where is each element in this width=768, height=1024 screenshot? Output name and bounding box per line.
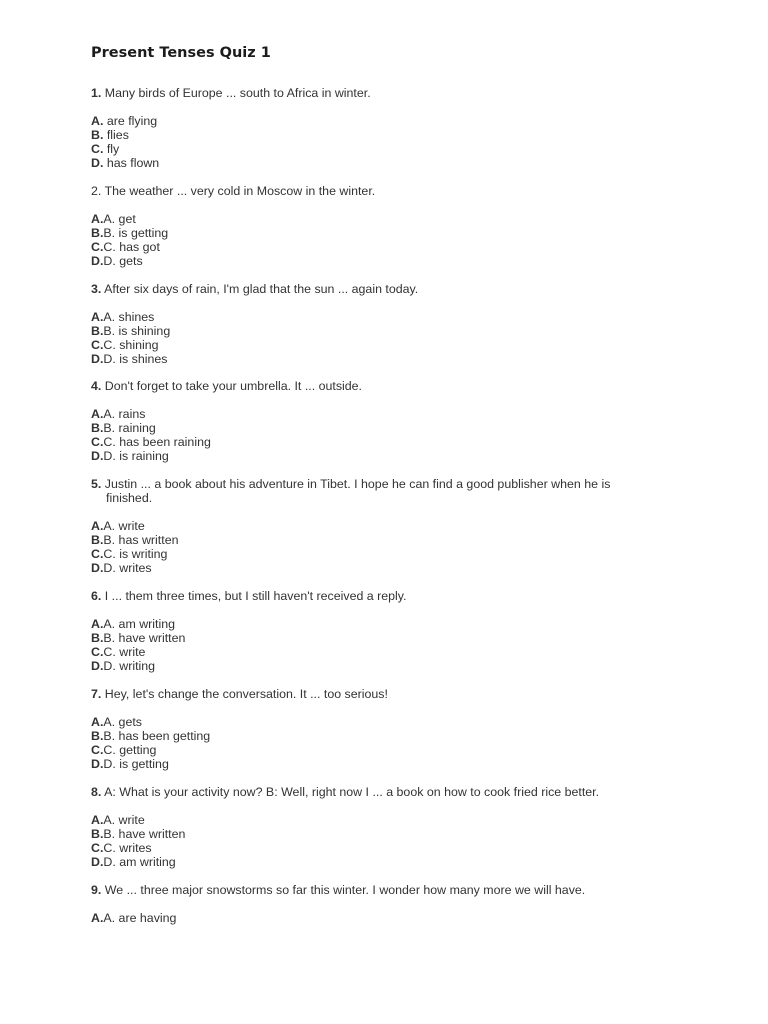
option-letter: C. bbox=[91, 142, 104, 156]
question-3 bbox=[91, 282, 651, 366]
option-letter: A. bbox=[91, 407, 104, 421]
answer-option[interactable] bbox=[91, 645, 651, 659]
answer-option[interactable] bbox=[91, 813, 651, 827]
option-letter: D. bbox=[91, 254, 104, 268]
option-text: B. is shining bbox=[103, 324, 171, 338]
option-letter: A. bbox=[91, 310, 104, 324]
question-number: 2. bbox=[91, 184, 102, 198]
answer-option[interactable] bbox=[91, 240, 651, 254]
answer-option[interactable] bbox=[91, 212, 651, 226]
option-letter: D. bbox=[91, 156, 104, 170]
question-4 bbox=[91, 379, 651, 463]
question-text bbox=[91, 785, 651, 799]
option-text: A. get bbox=[103, 212, 136, 226]
option-text: C. writes bbox=[103, 841, 152, 855]
option-text: D. am writing bbox=[103, 855, 176, 869]
option-letter: B. bbox=[91, 631, 104, 645]
answer-option[interactable] bbox=[91, 659, 651, 673]
option-text: C. is writing bbox=[103, 547, 168, 561]
question-5 bbox=[91, 477, 651, 575]
answer-option[interactable] bbox=[91, 715, 651, 729]
option-text: D. gets bbox=[103, 254, 143, 268]
option-text: B. have written bbox=[103, 827, 186, 841]
question-body: I ... them three times, but I still haven't received a reply. bbox=[104, 589, 407, 603]
option-letter: B. bbox=[91, 128, 104, 142]
option-letter: D. bbox=[91, 855, 104, 869]
option-letter: C. bbox=[91, 240, 104, 254]
option-text: B. have written bbox=[103, 631, 186, 645]
option-letter: B. bbox=[91, 533, 104, 547]
question-9 bbox=[91, 883, 651, 925]
option-text: A. are having bbox=[103, 911, 177, 925]
question-text bbox=[91, 86, 651, 100]
question-body: A: What is your activity now? B: Well, right now I ... a book on how to cook fried rice better. bbox=[104, 785, 600, 799]
question-number: 8. bbox=[91, 785, 102, 799]
option-letter: D. bbox=[91, 659, 104, 673]
question-number: 3. bbox=[91, 282, 102, 296]
option-text: A. write bbox=[103, 519, 145, 533]
question-text bbox=[91, 282, 651, 296]
answer-option[interactable] bbox=[91, 310, 651, 324]
option-text: C. shining bbox=[103, 338, 159, 352]
answer-option[interactable] bbox=[91, 226, 651, 240]
option-text: B. is getting bbox=[103, 226, 169, 240]
option-text: D. writing bbox=[103, 659, 156, 673]
option-text: D. is getting bbox=[103, 757, 169, 771]
option-letter: A. bbox=[91, 212, 104, 226]
option-text: B. has been getting bbox=[103, 729, 211, 743]
question-text bbox=[91, 379, 651, 393]
option-list bbox=[91, 813, 651, 869]
answer-option[interactable] bbox=[91, 561, 651, 575]
answer-option[interactable] bbox=[91, 855, 651, 869]
option-text: are flying bbox=[103, 114, 158, 128]
option-text: C. getting bbox=[103, 743, 157, 757]
option-letter: A. bbox=[91, 715, 104, 729]
option-text: fly bbox=[103, 142, 120, 156]
answer-option[interactable] bbox=[91, 617, 651, 631]
answer-option[interactable] bbox=[91, 757, 651, 771]
answer-option[interactable] bbox=[91, 547, 651, 561]
question-number: 1. bbox=[91, 86, 102, 100]
option-text: has flown bbox=[103, 156, 160, 170]
option-list bbox=[91, 407, 651, 463]
option-text: A. rains bbox=[103, 407, 146, 421]
answer-option[interactable] bbox=[91, 254, 651, 268]
option-text: A. gets bbox=[103, 715, 142, 729]
answer-option[interactable] bbox=[91, 827, 651, 841]
option-letter: B. bbox=[91, 729, 104, 743]
option-letter: C. bbox=[91, 645, 104, 659]
question-number: 6. bbox=[91, 589, 102, 603]
question-6 bbox=[91, 589, 651, 673]
answer-option[interactable] bbox=[91, 841, 651, 855]
option-list bbox=[91, 114, 651, 170]
option-text: D. writes bbox=[103, 561, 152, 575]
answer-option[interactable] bbox=[91, 449, 651, 463]
option-letter: B. bbox=[91, 827, 104, 841]
option-letter: C. bbox=[91, 435, 104, 449]
question-body: After six days of rain, I'm glad that the sun ... again today. bbox=[104, 282, 419, 296]
option-letter: A. bbox=[91, 813, 104, 827]
option-text: B. raining bbox=[103, 421, 156, 435]
option-letter: A. bbox=[91, 911, 104, 925]
answer-option[interactable] bbox=[91, 533, 651, 547]
question-8 bbox=[91, 785, 651, 869]
answer-option[interactable] bbox=[91, 142, 651, 156]
option-text: C. write bbox=[103, 645, 146, 659]
option-list bbox=[91, 310, 651, 366]
question-body: Hey, let's change the conversation. It ... too serious! bbox=[104, 687, 388, 701]
option-letter: C. bbox=[91, 841, 104, 855]
answer-option[interactable] bbox=[91, 324, 651, 338]
option-letter: C. bbox=[91, 338, 104, 352]
question-number: 5. bbox=[91, 477, 102, 491]
question-7 bbox=[91, 687, 651, 771]
question-number: 4. bbox=[91, 379, 102, 393]
option-letter: B. bbox=[91, 226, 104, 240]
option-letter: D. bbox=[91, 449, 104, 463]
question-body: Many birds of Europe ... south to Africa in winter. bbox=[104, 86, 371, 100]
option-list bbox=[91, 911, 651, 925]
question-number: 7. bbox=[91, 687, 102, 701]
option-list bbox=[91, 617, 651, 673]
option-text: B. has written bbox=[103, 533, 179, 547]
question-2 bbox=[91, 184, 651, 268]
option-letter: A. bbox=[91, 617, 104, 631]
question-body: Justin ... a book about his adventure in Tibet. I hope he can find a good publisher when he is finished. bbox=[104, 477, 611, 505]
option-list bbox=[91, 212, 651, 268]
question-text bbox=[91, 589, 651, 603]
option-letter: D. bbox=[91, 561, 104, 575]
answer-option[interactable] bbox=[91, 743, 651, 757]
answer-option[interactable] bbox=[91, 519, 651, 533]
option-list bbox=[91, 715, 651, 771]
page-title: Present Tenses Quiz 1 bbox=[91, 45, 271, 61]
answer-option[interactable] bbox=[91, 128, 651, 142]
question-text bbox=[91, 687, 651, 701]
option-list bbox=[91, 519, 651, 575]
question-body: The weather ... very cold in Moscow in the winter. bbox=[104, 184, 376, 198]
option-text: A. write bbox=[103, 813, 145, 827]
answer-option[interactable] bbox=[91, 114, 651, 128]
question-text bbox=[91, 184, 651, 198]
option-letter: C. bbox=[91, 547, 104, 561]
option-text: A. shines bbox=[103, 310, 155, 324]
option-letter: C. bbox=[91, 743, 104, 757]
answer-option[interactable] bbox=[91, 156, 651, 170]
option-text: D. is shines bbox=[103, 352, 168, 366]
option-letter: B. bbox=[91, 324, 104, 338]
answer-option[interactable] bbox=[91, 421, 651, 435]
question-body: Don't forget to take your umbrella. It ... outside. bbox=[104, 379, 362, 393]
question-text bbox=[91, 883, 651, 897]
answer-option[interactable] bbox=[91, 631, 651, 645]
question-text bbox=[91, 477, 651, 505]
option-letter: B. bbox=[91, 421, 104, 435]
option-letter: A. bbox=[91, 114, 104, 128]
answer-option[interactable] bbox=[91, 729, 651, 743]
option-text: A. am writing bbox=[103, 617, 176, 631]
answer-option[interactable] bbox=[91, 352, 651, 366]
question-number: 9. bbox=[91, 883, 102, 897]
option-letter: D. bbox=[91, 757, 104, 771]
option-letter: D. bbox=[91, 352, 104, 366]
answer-option[interactable] bbox=[91, 338, 651, 352]
option-letter: A. bbox=[91, 519, 104, 533]
option-text: D. is raining bbox=[103, 449, 169, 463]
answer-option[interactable] bbox=[91, 911, 651, 925]
option-text: C. has been raining bbox=[103, 435, 211, 449]
option-text: C. has got bbox=[103, 240, 160, 254]
question-body: We ... three major snowstorms so far this winter. I wonder how many more we will have. bbox=[104, 883, 586, 897]
answer-option[interactable] bbox=[91, 407, 651, 421]
answer-option[interactable] bbox=[91, 435, 651, 449]
question-1 bbox=[91, 86, 651, 170]
option-text: flies bbox=[103, 128, 129, 142]
